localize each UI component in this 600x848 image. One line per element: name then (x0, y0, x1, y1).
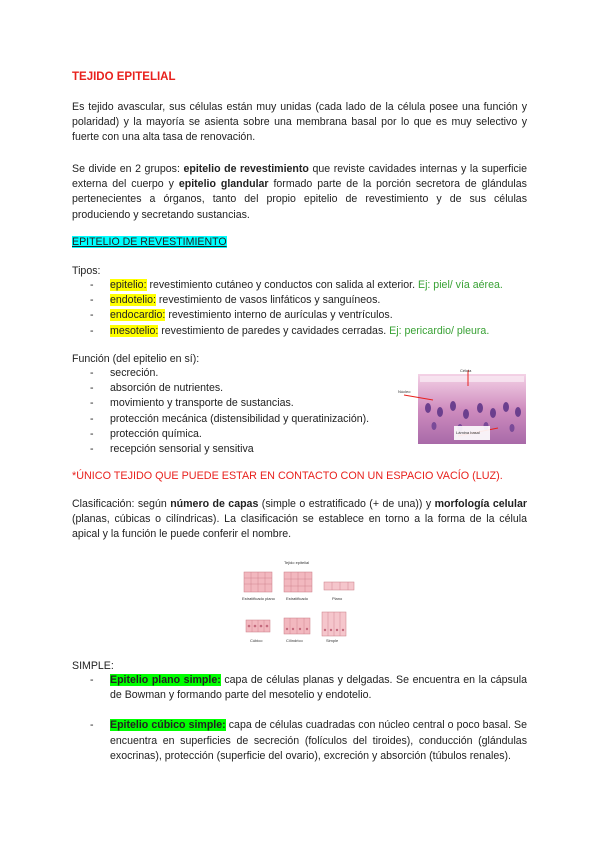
tipo-desc: revestimiento de paredes y cavidades cerradas. (161, 324, 387, 337)
diagram-label-simple: Simple (326, 638, 339, 643)
cubico-cells (246, 620, 270, 632)
list-item (90, 673, 527, 703)
section-heading-text: EPITELIO DE REVESTIMIENTO (72, 236, 227, 248)
list-item: - protección química. (90, 427, 410, 442)
list-item: - absorción de nutrientes. (90, 381, 410, 396)
groups-text-2: que reviste cavidades internas y la superficie externa del cuerpo y (72, 163, 527, 191)
diagram-label-cubico: Cúbico (250, 638, 263, 643)
funcion-label: Función (del epitelio en sí): (72, 353, 200, 365)
list-item: - secreción. (90, 366, 410, 381)
diagram-title: Tejido epitelial (284, 560, 310, 565)
list-item (90, 308, 530, 323)
micrograph-apical-border (420, 376, 524, 382)
simple-desc: capa de células planas y delgadas. Se encuentra en la cápsula de Bowman y formando parte del mesotelio y endotelio. (110, 674, 527, 702)
tipo-example: Ej: piel/ vía aérea. (418, 279, 503, 291)
list-item (90, 293, 530, 308)
tipos-label: Tipos: (72, 265, 101, 277)
intro-paragraph: Es tejido avascular, sus células están muy unidas (cada lado de la célula posee una función y polaridad) y la mayoría se asienta sobre una membrana basal por lo que es muy selectivo y fuerte con una alta tasa de renovación. (72, 101, 527, 144)
groups-text-3: formado parte de la porción secretora de glándulas pertenecientes a órganos, tanto del propio epitelio de revestimiento y de sus células produciendo y secretando sustancias. (72, 178, 527, 221)
stratified-plano-cells (244, 572, 272, 592)
simple-term: Epitelio plano simple: (110, 674, 221, 686)
epithelium-micrograph (398, 368, 530, 446)
tipo-desc: revestimiento cutáneo y conductos con salida al exterior. (149, 279, 416, 291)
diagram-label-plano: Plano (332, 596, 343, 601)
tipo-example: Ej: pericardio/ pleura. (389, 324, 490, 337)
stratified-cells (284, 572, 312, 592)
clasificacion-text-3: (planas, cúbicas o cilíndricas). La clasificación se establece en torno a la forma de la célula apical y la función le puede conferir el nombre. (72, 513, 527, 541)
list-item (90, 278, 530, 293)
clasificacion-paragraph (72, 497, 527, 543)
list-item: - recepción sensorial y sensitiva (90, 442, 410, 457)
list-item (90, 718, 527, 764)
groups-text-1: Se divide en 2 grupos: (72, 163, 180, 175)
plano-cells (324, 582, 354, 590)
list-item: - movimiento y transporte de sustancias. (90, 396, 410, 411)
simple-desc: capa de células cuadradas con núcleo central o poco basal. Se encuentra en superficies de secreción (folículos del tiroides), conducción (glándulas exocrinas), protección (superficie del ovario), excreción y absorción (túbulos renales). (110, 719, 527, 762)
diagram-label-cilindrico: Cilíndrico (286, 638, 303, 643)
clasificacion-text-2: (simple o estratificado (+ de una)) y (261, 498, 432, 510)
list-item (90, 324, 530, 339)
tipo-term: epitelio: (110, 279, 147, 291)
simple-label: SIMPLE: (72, 660, 114, 672)
tipo-term: endocardio: (110, 309, 166, 322)
simple-list (90, 673, 527, 764)
document-title: TEJIDO EPITELIAL (72, 71, 176, 83)
tipo-desc: revestimiento interno de aurículas y ventrículos. (168, 309, 393, 322)
epithelium-types-diagram (238, 556, 360, 648)
diagram-label-estratificado: Estratificado (286, 596, 309, 601)
section-heading-revestimiento (72, 235, 227, 250)
groups-paragraph (72, 162, 527, 223)
tipo-desc: revestimiento de vasos linfáticos y sanguíneos. (158, 294, 381, 307)
clasificacion-text-1: Clasificación: según (72, 498, 167, 510)
micrograph-label-right: Lámina basal (456, 430, 480, 435)
clasificacion-bold-morfologia: morfología celular (434, 498, 527, 510)
tipo-term: endotelio: (110, 294, 156, 307)
tipos-list (90, 278, 530, 339)
diagram-label-estratificado-plano: Estratificado plano (242, 596, 275, 601)
funcion-list (90, 366, 410, 457)
micrograph-label-left: Núcleo (398, 389, 411, 394)
simple-columnar-cells (322, 612, 346, 636)
micrograph-label-top: Célula (460, 368, 472, 373)
groups-bold-revestimiento: epitelio de revestimiento (183, 163, 309, 175)
cilindrico-cells (284, 618, 310, 634)
clasificacion-bold-capas: número de capas (170, 498, 259, 510)
tipo-term: mesotelio: (110, 324, 159, 337)
luz-note: *ÚNICO TEJIDO QUE PUEDE ESTAR EN CONTACTO CON UN ESPACIO VACÍO (LUZ). (72, 470, 503, 482)
groups-bold-glandular: epitelio glandular (178, 178, 269, 191)
list-item: - protección mecánica (distensibilidad y queratinización). (90, 412, 410, 427)
simple-term: Epitelio cúbico simple: (110, 719, 226, 732)
